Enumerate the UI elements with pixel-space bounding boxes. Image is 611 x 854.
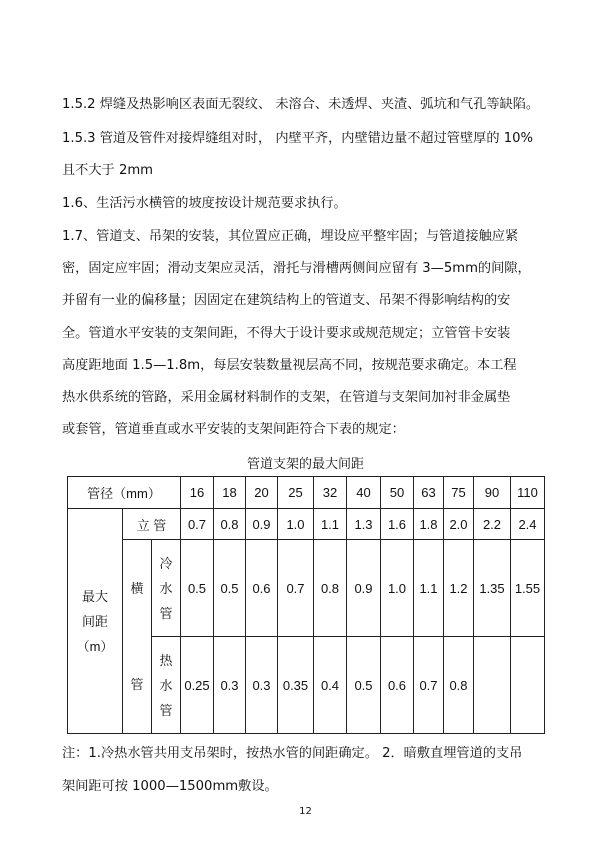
value-cell: 0.3 [214,637,246,734]
paragraph-1-7-line3: 并留有一业的偏移量；因固定在建筑结构上的管道支、吊架不得影响结构的安 [62,293,511,308]
vertical-pipe-label: 立 管 [123,509,181,540]
value-cell [511,637,545,734]
cold-water-label: 冷 水 管 [152,540,181,637]
value-cell: 0.6 [246,540,278,637]
paragraph-1-6: 1.6、生活污水横管的坡度按设计规范要求执行。 [62,196,347,211]
table-caption: 管道支架的最大间距 [246,457,364,472]
paragraph-1-7-line2: 密，固定应牢固；滑动支架应灵活，滑托与滑槽两侧间应留有 3—5mm的间隙， [62,261,531,276]
table-note-line1: 注：1.冷热水管共用支吊架时，按热水管的间距确定。 2．暗敷直埋管道的支吊 [62,746,523,761]
paragraph-1-7-line4: 全。管道水平安装的支架间距，不得大于设计要求或规范规定；立管管卡安装 [62,326,511,341]
diameter-cell: 32 [314,477,347,509]
value-cell: 0.7 [181,509,214,540]
cold-water-row [68,540,545,637]
value-cell: 0.9 [347,540,381,637]
paragraph-1-7-line7: 或套管，管道垂直或水平安装的支架间距符合下表的规定： [62,422,405,437]
diameter-cell: 63 [414,477,444,509]
paragraph-1-7: 1.7、管道支、吊架的安装，其位置应正确，埋设应平整牢固；与管道接触应紧 [62,229,519,244]
diameter-cell: 90 [474,477,511,509]
max-spacing-label: 最大 间距 （m） [68,509,123,734]
value-cell: 0.35 [278,637,314,734]
value-cell: 0.9 [246,509,278,540]
page-number: 12 [299,806,312,817]
paragraph-1-5-2: 1.5.2 焊缝及热影响区表面无裂纹、 未溶合、未透焊、夹渣、弧坑和气孔等缺陷。 [62,97,540,112]
value-cell: 1.55 [511,540,545,637]
value-cell: 0.8 [214,509,246,540]
diameter-cell: 16 [181,477,214,509]
table-header-row [68,477,545,509]
support-spacing-table [67,476,545,734]
diameter-cell: 50 [381,477,414,509]
value-cell: 0.5 [347,637,381,734]
value-cell: 0.4 [314,637,347,734]
paragraph-1-7-line5: 高度距地面 1.5—1.8m，每层安装数量视层高不同，按规范要求确定。本工程 [62,358,517,373]
value-cell: 1.0 [381,540,414,637]
value-cell: 1.8 [414,509,444,540]
diameter-cell: 20 [246,477,278,509]
value-cell: 2.4 [511,509,545,540]
hot-water-label: 热 水 管 [152,637,181,734]
diameter-cell: 75 [444,477,474,509]
value-cell: 1.6 [381,509,414,540]
value-cell: 1.0 [278,509,314,540]
diameter-cell: 110 [511,477,545,509]
paragraph-1-5-3: 1.5.3 管道及管件对接焊缝组对时， 内壁平齐，内壁错边量不超过管壁厚的 10% [62,131,534,146]
paragraph-1-5-3-cont: 且不大于 2mm [62,163,154,178]
value-cell: 0.7 [414,637,444,734]
value-cell: 1.35 [474,540,511,637]
value-cell: 0.3 [246,637,278,734]
value-cell: 0.5 [181,540,214,637]
value-cell: 1.2 [444,540,474,637]
value-cell: 0.8 [314,540,347,637]
value-cell: 0.6 [381,637,414,734]
diameter-cell: 40 [347,477,381,509]
value-cell: 1.1 [414,540,444,637]
diameter-header: 管径（mm） [68,477,181,509]
table-note-line2: 架间距可按 1000—1500mm敷设。 [62,779,278,794]
value-cell: 0.7 [278,540,314,637]
value-cell [474,637,511,734]
value-cell: 0.5 [214,540,246,637]
value-cell: 2.2 [474,509,511,540]
value-cell: 0.8 [444,637,474,734]
value-cell: 1.1 [314,509,347,540]
vertical-pipe-row [68,509,545,540]
value-cell: 0.25 [181,637,214,734]
paragraph-1-7-line6: 热水供系统的管路，采用金属材料制作的支架，在管道与支架间加衬非金属垫 [62,390,511,405]
diameter-cell: 18 [214,477,246,509]
value-cell: 2.0 [444,509,474,540]
diameter-cell: 25 [278,477,314,509]
value-cell: 1.3 [347,509,381,540]
horizontal-pipe-label: 横 管 [123,540,152,734]
